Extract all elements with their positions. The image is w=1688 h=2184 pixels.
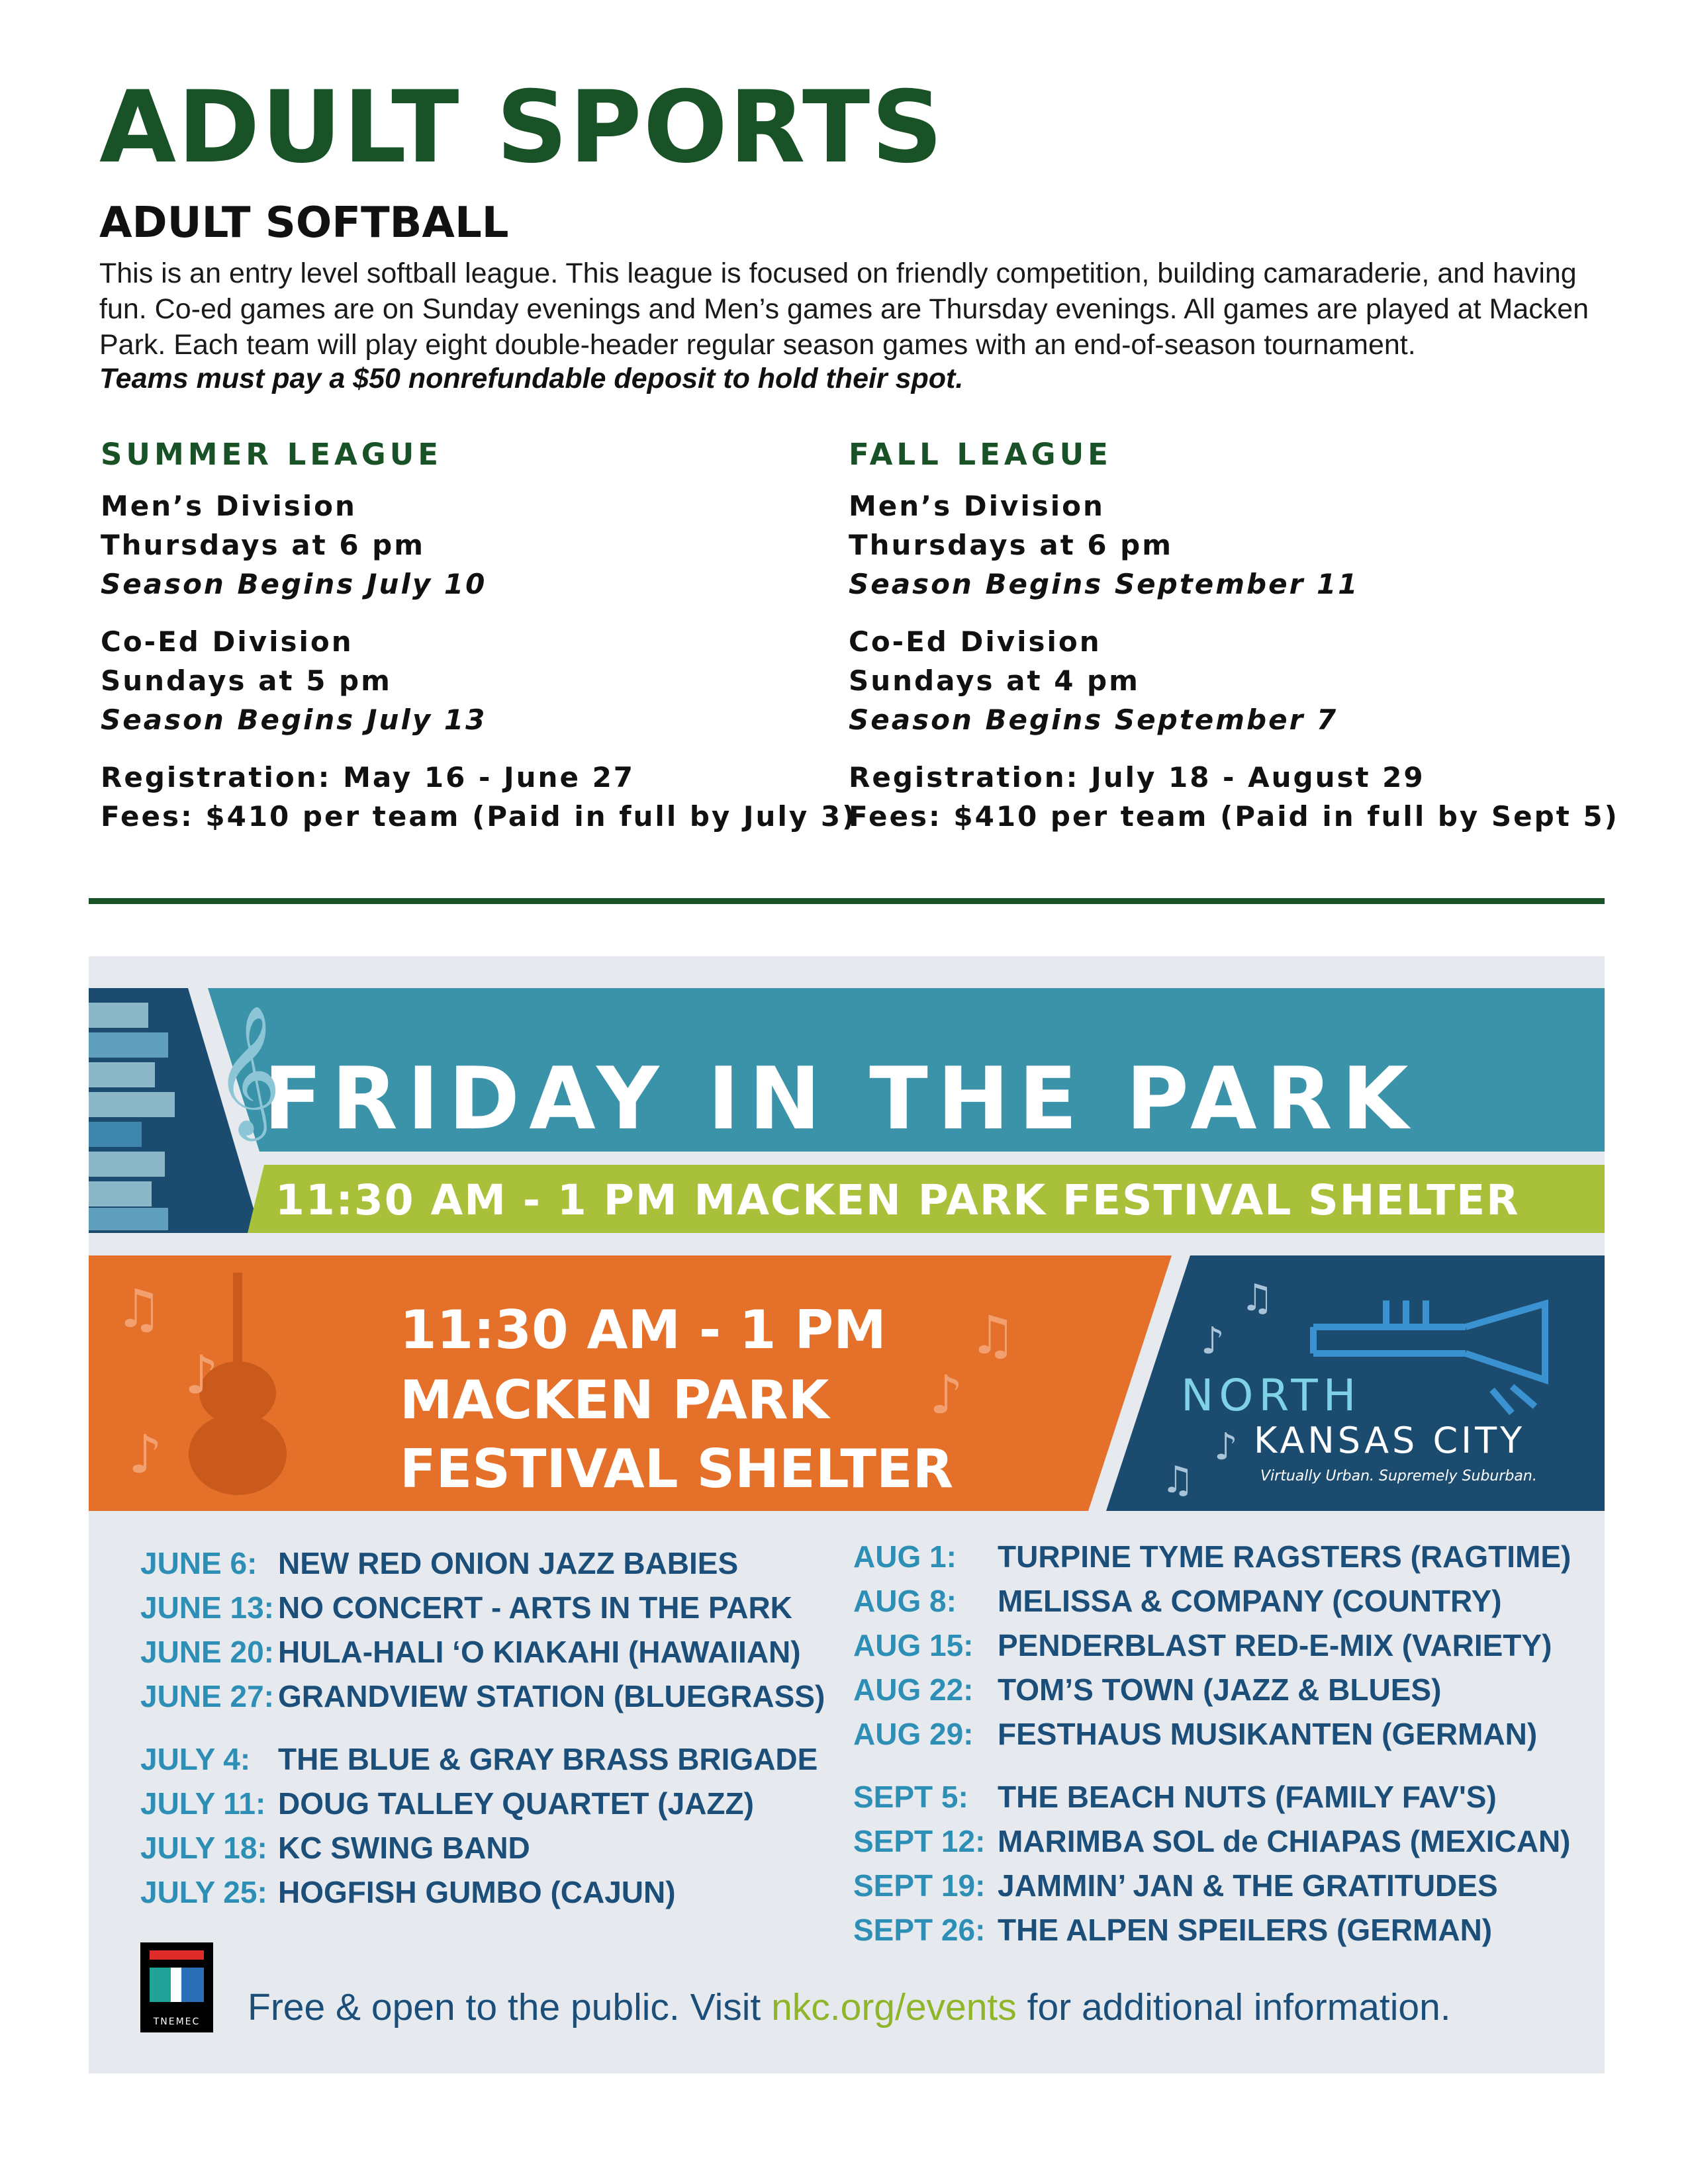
schedule-act: MELISSA & COMPANY (COUNTRY) [998, 1584, 1502, 1618]
list-item [853, 1868, 1588, 1912]
music-note-icon: ♫ [1161, 1459, 1195, 1502]
list-item [853, 1583, 1588, 1627]
music-note-icon: ♫ [1241, 1277, 1274, 1320]
section-divider [89, 898, 1605, 904]
orange-line-2: MACKEN PARK [400, 1369, 829, 1431]
schedule-act: DOUG TALLEY QUARTET (JAZZ) [278, 1786, 754, 1821]
schedule-date: AUG 1: [853, 1539, 957, 1574]
list-item [140, 1545, 835, 1590]
schedule-date: AUG 22: [853, 1672, 974, 1707]
schedule-date: JULY 18: [140, 1831, 267, 1865]
schedule-date: JUNE 6: [140, 1546, 258, 1580]
schedule-date: JULY 25: [140, 1875, 267, 1909]
fall-mens-start: Season Begins September 11 [849, 568, 1360, 600]
schedule-date: AUG 29: [853, 1717, 974, 1751]
section-title-softball: ADULT SOFTBALL [99, 199, 509, 248]
schedule-act: PENDERBLAST RED-E-MIX (VARIETY) [998, 1628, 1552, 1662]
summer-coed-time: Sundays at 5 pm [101, 664, 392, 697]
friday-in-the-park-flyer [89, 956, 1605, 2073]
list-item [140, 1590, 835, 1634]
schedule-aug-sept [853, 1539, 1588, 1956]
list-item [853, 1779, 1588, 1823]
schedule-date: JULY 11: [140, 1786, 266, 1821]
schedule-act: KC SWING BAND [278, 1831, 530, 1865]
schedule-act: HOGFISH GUMBO (CAJUN) [278, 1875, 676, 1909]
schedule-act: NEW RED ONION JAZZ BABIES [278, 1546, 739, 1580]
schedule-act: THE BLUE & GRAY BRASS BRIGADE [278, 1742, 818, 1776]
summer-mens-start: Season Begins July 10 [101, 568, 487, 600]
fall-coed-start: Season Begins September 7 [849, 704, 1338, 736]
schedule-date: JUNE 13: [140, 1590, 274, 1625]
treble-clef-icon: 𝄞 [214, 1005, 281, 1136]
list-item [853, 1823, 1588, 1868]
schedule-june-july [140, 1545, 835, 1919]
summer-league-heading: SUMMER LEAGUE [101, 437, 443, 472]
schedule-act: HULA-HALI ‘O KIAKAHI (HAWAIIAN) [278, 1635, 801, 1669]
schedule-act: TURPINE TYME RAGSTERS (RAGTIME) [998, 1539, 1571, 1574]
list-item [140, 1634, 835, 1678]
list-item [853, 1627, 1588, 1672]
orange-line-1: 11:30 AM - 1 PM [400, 1299, 886, 1361]
music-note-icon: ♪ [128, 1424, 163, 1485]
fall-league-heading: FALL LEAGUE [849, 437, 1112, 472]
softball-description: This is an entry level softball league. This league is focused on friendly competition, building camaraderie, and having fun. Co-ed games are on Sunday evenings and Men’s games are Thursday evenings. All games are played at Macken Park. Each team will play eight double-header regular season games with an end-of-season tournament. [99, 257, 1589, 361]
list-item [140, 1830, 835, 1874]
list-item [853, 1539, 1588, 1583]
fall-mens-time: Thursdays at 6 pm [849, 529, 1173, 561]
summer-fees: Fees: $410 per team (Paid in full by July 3) [101, 800, 857, 833]
music-note-icon: ♪ [1201, 1320, 1225, 1363]
logo-north: NORTH [1181, 1370, 1362, 1421]
schedule-act: TOM’S TOWN (JAZZ & BLUES) [998, 1672, 1442, 1707]
sponsor-text: TNEMEC [153, 2017, 201, 2027]
footer-text-pre: Free & open to the public. Visit [248, 1986, 772, 2028]
list-item [853, 1672, 1588, 1716]
music-note-icon: ♪ [1214, 1426, 1238, 1469]
list-item [853, 1716, 1588, 1760]
summer-coed-division: Co-Ed Division [101, 625, 353, 658]
list-item [140, 1678, 835, 1723]
schedule-date: JUNE 20: [140, 1635, 274, 1669]
schedule-date: SEPT 5: [853, 1780, 968, 1814]
schedule-act: FESTHAUS MUSIKANTEN (GERMAN) [998, 1717, 1538, 1751]
list-item [853, 1912, 1588, 1956]
list-item [140, 1874, 835, 1919]
summer-mens-division: Men’s Division [101, 490, 357, 522]
schedule-date: JULY 4: [140, 1742, 251, 1776]
music-note-icon: ♫ [115, 1278, 163, 1340]
fall-registration: Registration: July 18 - August 29 [849, 761, 1425, 794]
schedule-date: AUG 15: [853, 1628, 974, 1662]
music-note-icon: ♫ [969, 1304, 1017, 1366]
schedule-date: SEPT 26: [853, 1913, 986, 1947]
orange-line-3: FESTIVAL SHELTER [400, 1438, 954, 1500]
fall-coed-time: Sundays at 4 pm [849, 664, 1140, 697]
fall-fees: Fees: $410 per team (Paid in full by Sept 5) [849, 800, 1619, 833]
deposit-notice: Teams must pay a $50 nonrefundable deposit to hold their spot. [99, 363, 964, 394]
time-banner-text: 11:30 AM - 1 PM MACKEN PARK FESTIVAL SHELTER [275, 1176, 1520, 1224]
music-note-icon: ♪ [929, 1364, 964, 1426]
schedule-date: AUG 8: [853, 1584, 957, 1618]
schedule-act: GRANDVIEW STATION (BLUEGRASS) [278, 1679, 825, 1713]
fall-league-block [849, 437, 1619, 836]
summer-mens-time: Thursdays at 6 pm [101, 529, 425, 561]
summer-registration: Registration: May 16 - June 27 [101, 761, 635, 794]
tnemec-logo [140, 1942, 213, 2032]
fall-coed-division: Co-Ed Division [849, 625, 1102, 658]
schedule-date: SEPT 12: [853, 1824, 986, 1858]
page-title: ADULT SPORTS [99, 70, 945, 185]
music-note-icon: ♪ [185, 1344, 219, 1406]
summer-coed-start: Season Begins July 13 [101, 704, 487, 736]
schedule-act: NO CONCERT - ARTS IN THE PARK [278, 1590, 792, 1625]
flyer-title: FRIDAY IN THE PARK [263, 1048, 1418, 1149]
fall-mens-division: Men’s Division [849, 490, 1105, 522]
footer-text-post: for additional information. [1016, 1986, 1451, 2028]
schedule-act: THE BEACH NUTS (FAMILY FAV'S) [998, 1780, 1497, 1814]
logo-tagline: Virtually Urban. Supremely Suburban. [1260, 1468, 1537, 1484]
schedule-date: JUNE 27: [140, 1679, 274, 1713]
schedule-act: JAMMIN’ JAN & THE GRATITUDES [998, 1868, 1498, 1903]
logo-kansas-city: KANSAS CITY [1254, 1420, 1526, 1461]
schedule-date: SEPT 19: [853, 1868, 986, 1903]
events-link[interactable]: nkc.org/events [771, 1986, 1017, 2028]
list-item [140, 1741, 835, 1786]
summer-league-block [101, 437, 857, 836]
flyer-footer [248, 1985, 1451, 2029]
list-item [140, 1786, 835, 1830]
schedule-act: MARIMBA SOL de CHIAPAS (MEXICAN) [998, 1824, 1571, 1858]
schedule-act: THE ALPEN SPEILERS (GERMAN) [998, 1913, 1493, 1947]
